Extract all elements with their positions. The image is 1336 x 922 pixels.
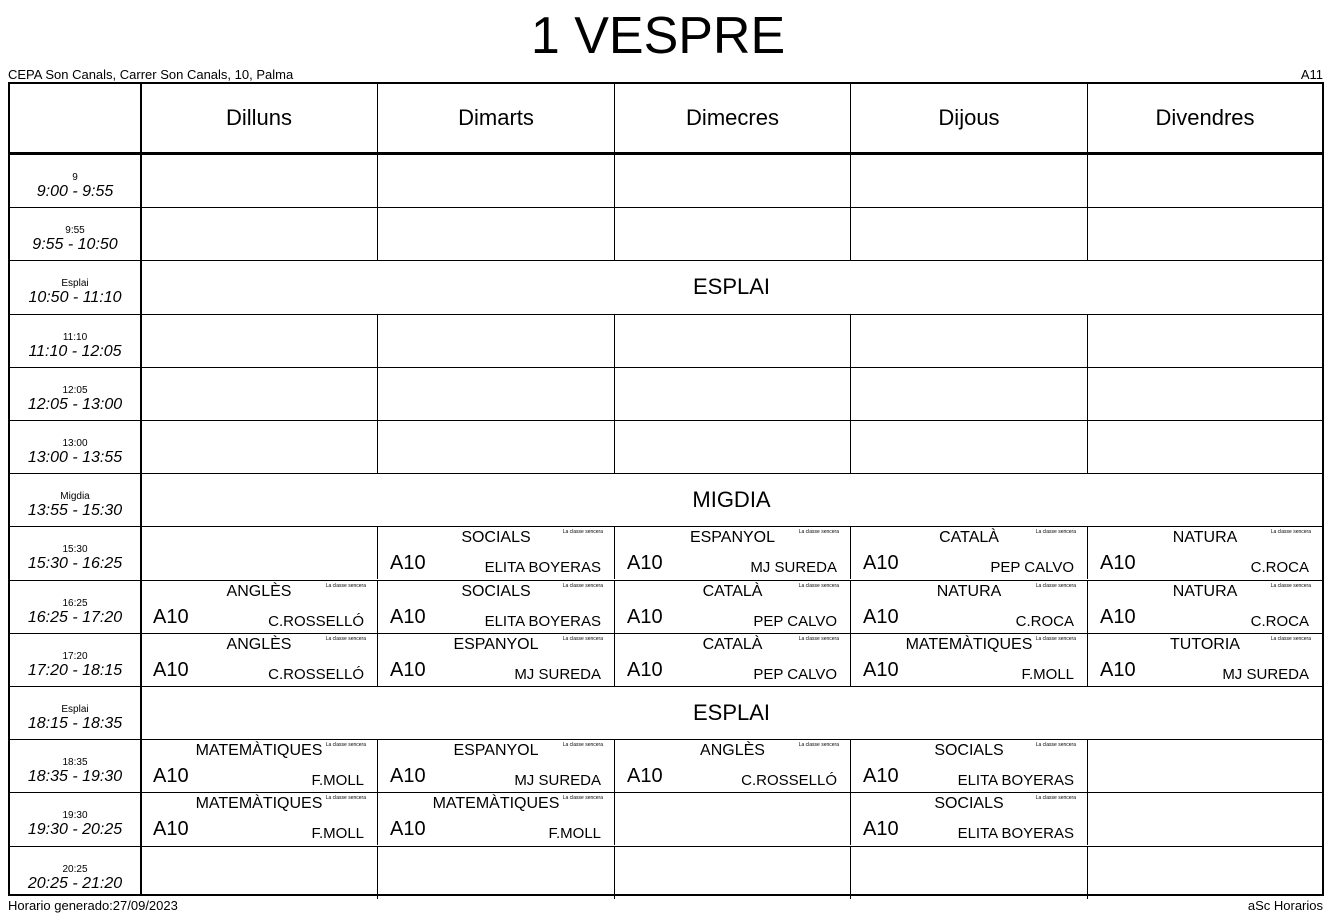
column-divider [1087,207,1088,260]
lesson-group: La classe sencera [562,529,603,536]
period-name: 20:25 [62,863,88,875]
lesson-room: A10 [390,552,426,575]
lesson-room: A10 [863,765,899,788]
lesson-teacher: MJ SUREDA [750,559,837,577]
period-time: 9:55 - 10:50 [32,236,118,254]
lesson-room: A10 [1100,605,1136,628]
lesson-room: A10 [390,765,426,788]
period-label [10,526,140,579]
column-divider [850,154,851,207]
lesson-subject: MATEMÀTIQUES [195,742,323,760]
row-divider [10,260,1322,261]
period-time: 16:25 - 17:20 [27,608,123,626]
lesson-cell [616,634,849,685]
lesson-teacher: ELITA BOYERAS [484,559,601,577]
column-divider [614,739,615,792]
period-label [10,207,140,260]
column-divider [850,314,851,367]
lesson-room: A10 [627,605,663,628]
column-divider [377,526,378,579]
column-divider [1087,526,1088,579]
lesson-subject: CATALÀ [702,582,763,600]
school-address: CEPA Son Canals, Carrer Son Canals, 10, Palma [8,67,294,82]
lesson-cell [142,740,376,791]
period-label [10,580,140,633]
column-divider [614,154,615,207]
column-divider [1087,314,1088,367]
break-label: ESPLAI [692,700,771,725]
lesson-subject: SOCIALS [934,795,1004,813]
lesson-group: La classe sencera [325,635,366,642]
room-code: A11 [1300,67,1323,82]
period-time: 13:00 - 13:55 [27,449,123,466]
column-divider [614,580,615,633]
column-divider [850,792,851,845]
period-time: 10:50 - 11:10 [28,289,122,307]
period-name: 12:05 [62,384,88,396]
day-header: Divendres [1155,105,1255,130]
lesson-room: A10 [1100,552,1136,575]
lesson-teacher: MJ SUREDA [514,665,601,683]
software-credit: aSc Horarios [1247,898,1323,913]
column-divider [850,84,851,152]
period-label [10,739,140,792]
lesson-teacher: MJ SUREDA [514,772,601,790]
period-name: 18:35 [62,757,88,769]
break-label: ESPLAI [692,274,771,300]
lesson-cell [616,740,849,791]
lesson-group: La classe sencera [562,582,603,589]
column-divider [850,633,851,686]
period-time: 17:20 - 18:15 [27,661,123,679]
row-divider [10,367,1322,368]
column-divider [377,846,378,899]
period-label [10,260,140,313]
period-label [10,473,140,526]
lesson-cell [852,527,1086,578]
lesson-subject: SOCIALS [934,742,1004,760]
lesson-group: La classe sencera [798,742,839,749]
lesson-room: A10 [627,765,663,788]
lesson-subject: TUTORIA [1170,635,1240,653]
column-divider [1087,792,1088,845]
lesson-teacher: C.ROSSELLÓ [268,665,364,683]
day-header: Dilluns [225,105,293,130]
row-divider [10,846,1322,847]
lesson-teacher: F.MOLL [1021,665,1074,683]
period-time: 13:55 - 15:30 [27,502,123,520]
period-time: 15:30 - 16:25 [27,555,123,573]
lesson-group: La classe sencera [1270,635,1311,642]
lesson-cell [852,634,1086,685]
period-name: Esplai [61,278,89,290]
period-label [10,686,140,739]
lesson-group: La classe sencera [325,582,366,589]
lesson-cell [142,634,376,685]
column-divider [614,633,615,686]
lesson-room: A10 [390,658,426,681]
column-divider [1087,154,1088,207]
lesson-teacher: PEP CALVO [990,559,1074,577]
lesson-cell [379,793,613,844]
column-divider [614,84,615,152]
column-divider [614,314,615,367]
period-label [10,314,140,367]
lesson-cell [852,793,1086,844]
day-header: Dimarts [458,105,534,130]
lesson-teacher: MJ SUREDA [1222,665,1309,683]
lesson-subject: SOCIALS [461,582,531,600]
timetable-grid [8,82,1324,896]
row-divider [10,473,1322,474]
page-title: 1 VESPRE [530,7,786,65]
lesson-subject: ANGLÈS [226,635,292,653]
lesson-cell [379,740,613,791]
column-divider [377,314,378,367]
column-divider [850,846,851,899]
lesson-group: La classe sencera [1270,529,1311,536]
lesson-group: La classe sencera [562,795,603,802]
lesson-group: La classe sencera [1035,742,1076,749]
lesson-subject: NATURA [1172,582,1238,600]
column-divider [377,207,378,260]
lesson-teacher: ELITA BOYERAS [957,825,1074,843]
column-divider [614,367,615,420]
lesson-group: La classe sencera [1270,582,1311,589]
lesson-room: A10 [863,818,899,841]
lesson-teacher: C.ROSSELLÓ [268,612,364,630]
period-name: Esplai [61,704,89,715]
lesson-subject: MATEMÀTIQUES [905,635,1033,653]
column-divider [1087,580,1088,633]
lesson-room: A10 [153,605,189,628]
lesson-cell [852,740,1086,791]
lesson-room: A10 [627,552,663,575]
lesson-group: La classe sencera [325,795,366,802]
lesson-cell [142,581,376,632]
column-divider [377,792,378,845]
lesson-subject: ESPANYOL [689,529,776,547]
lesson-cell [616,527,849,578]
lesson-group: La classe sencera [1035,635,1076,642]
lesson-group: La classe sencera [562,635,603,642]
column-divider [377,84,378,152]
column-divider [614,846,615,899]
column-divider [1087,367,1088,420]
period-label [10,367,140,420]
lesson-subject: ANGLÈS [226,582,292,600]
column-divider [850,367,851,420]
lesson-group: La classe sencera [798,582,839,589]
lesson-group: La classe sencera [562,742,603,749]
lesson-teacher: ELITA BOYERAS [484,612,601,630]
header-divider [10,152,1322,155]
column-divider [850,739,851,792]
row-divider [10,686,1322,687]
lesson-cell [1089,634,1321,685]
lesson-cell [379,527,613,578]
lesson-teacher: ELITA BOYERAS [957,772,1074,790]
lesson-teacher: F.MOLL [311,825,364,843]
column-divider [1087,846,1088,899]
row-divider [10,420,1322,421]
lesson-group: La classe sencera [798,529,839,536]
lesson-room: A10 [863,605,899,628]
lesson-cell [1089,581,1321,632]
lesson-subject: CATALÀ [939,529,999,547]
column-divider [377,420,378,473]
lesson-teacher: PEP CALVO [753,612,837,630]
column-divider [377,739,378,792]
period-label [10,792,140,845]
column-divider [850,207,851,260]
lesson-cell [852,581,1086,632]
lesson-group: La classe sencera [1035,582,1076,589]
period-time: 19:30 - 20:25 [27,821,123,839]
period-time: 18:35 - 19:30 [27,768,123,786]
period-label [10,633,140,686]
generated-date: Horario generado:27/09/2023 [8,898,178,913]
lesson-subject: MATEMÀTIQUES [195,795,323,813]
lesson-room: A10 [153,765,189,788]
lesson-group: La classe sencera [1035,795,1076,802]
row-divider [10,314,1322,315]
period-name: Migdia [60,491,90,503]
lesson-cell [1089,527,1321,578]
period-name: 11:10 [62,331,88,343]
column-divider [377,154,378,207]
lesson-cell [379,581,613,632]
period-time: 12:05 - 13:00 [27,395,123,413]
lesson-teacher: C.ROCA [1015,612,1074,630]
period-time: 18:15 - 18:35 [27,715,123,732]
period-name: 9:55 [65,225,85,237]
column-divider [1087,739,1088,792]
lesson-teacher: PEP CALVO [753,665,837,683]
lesson-room: A10 [627,658,663,681]
column-divider [614,526,615,579]
column-divider [614,792,615,845]
period-name: 15:30 [62,544,88,556]
lesson-subject: CATALÀ [702,635,763,653]
lesson-room: A10 [863,552,899,575]
column-divider [614,207,615,260]
column-divider [377,580,378,633]
column-divider [377,367,378,420]
lesson-room: A10 [390,818,426,841]
period-time: 20:25 - 21:20 [27,874,123,892]
lesson-room: A10 [153,658,189,681]
lesson-subject: MATEMÀTIQUES [432,795,560,813]
lesson-group: La classe sencera [325,742,366,749]
lesson-subject: NATURA [936,582,1002,600]
lesson-teacher: C.ROSSELLÓ [741,772,837,790]
lesson-cell [379,634,613,685]
lesson-teacher: F.MOLL [311,772,364,790]
lesson-subject: ESPANYOL [453,742,539,760]
period-label [10,420,140,473]
column-divider [614,420,615,473]
period-label [10,154,140,207]
lesson-room: A10 [1100,658,1136,681]
lesson-room: A10 [863,658,899,681]
period-label [10,846,140,899]
period-name: 17:20 [62,650,88,662]
lesson-room: A10 [153,818,189,841]
day-header: Dijous [938,105,1000,130]
column-divider [1087,633,1088,686]
lesson-cell [142,793,376,844]
lesson-room: A10 [390,605,426,628]
lesson-subject: ANGLÈS [700,742,765,760]
period-name: 9 [72,172,78,183]
period-name: 16:25 [62,597,88,609]
lesson-group: La classe sencera [1035,529,1076,536]
column-divider [850,526,851,579]
lesson-teacher: C.ROCA [1250,612,1309,630]
lesson-teacher: C.ROCA [1250,559,1309,577]
column-divider [1087,84,1088,152]
lesson-subject: ESPANYOL [453,635,539,653]
break-label: MIGDIA [692,487,771,513]
lesson-group: La classe sencera [798,635,839,642]
period-time: 11:10 - 12:05 [28,342,122,360]
lesson-subject: NATURA [1172,529,1238,547]
row-divider [10,207,1322,208]
period-name: 19:30 [62,810,88,822]
period-time: 9:00 - 9:55 [36,183,114,200]
lesson-teacher: F.MOLL [548,825,601,843]
column-divider [850,420,851,473]
lesson-subject: SOCIALS [461,529,531,547]
column-divider [1087,420,1088,473]
day-header: Dimecres [686,105,779,130]
column-divider [377,633,378,686]
lesson-cell [616,581,849,632]
column-divider [850,580,851,633]
period-name: 13:00 [62,438,88,449]
